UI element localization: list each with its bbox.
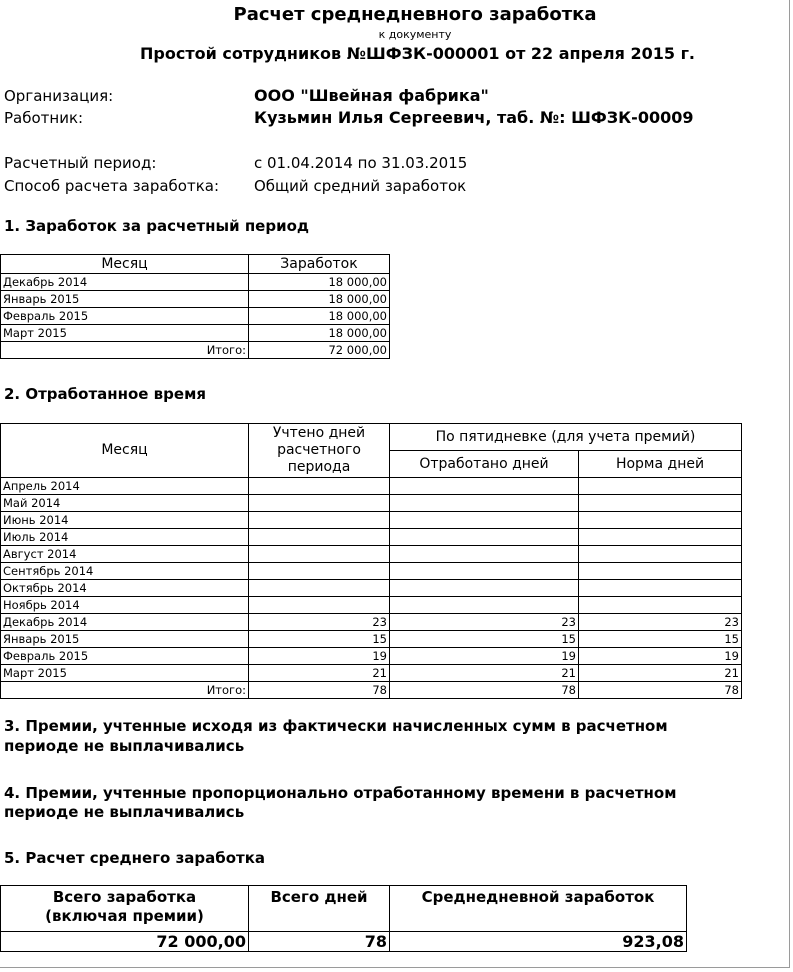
period-label: Расчетный период:: [4, 154, 157, 172]
method-value: Общий средний заработок: [254, 177, 467, 195]
average-col-total-earn-line1: Всего заработка: [52, 888, 197, 906]
worktime-days: 21: [249, 665, 390, 682]
table-row: [1, 325, 390, 342]
table-row: [1, 291, 390, 308]
earnings-value: 18 000,00: [249, 291, 390, 308]
worktime-days: [249, 495, 390, 512]
worktime-norm: [579, 512, 742, 529]
average-col-total-earn-line2: (включая премии): [45, 907, 204, 925]
average-col-total-days: Всего дней: [249, 886, 390, 932]
total-row: [1, 682, 742, 699]
worktime-worked: [390, 478, 579, 495]
worktime-norm: [579, 597, 742, 614]
worktime-norm: [579, 529, 742, 546]
employee-value: Кузьмин Илья Сергеевич, таб. №: ШФЗК-00009: [254, 108, 694, 127]
table-row: [1, 495, 742, 512]
worktime-worked: 19: [390, 648, 579, 665]
section3-line1: 3. Премии, учтенные исходя из фактически начисленных сумм в расчетном: [4, 717, 668, 735]
worktime-worked: 15: [390, 631, 579, 648]
earnings-table: [0, 254, 390, 359]
worktime-worked: 21: [390, 665, 579, 682]
average-total-days: 78: [249, 932, 390, 952]
earnings-col-month: Месяц: [1, 255, 249, 274]
period-value: с 01.04.2014 по 31.03.2015: [254, 154, 468, 172]
table-row: [1, 648, 742, 665]
org-value: ООО "Швейная фабрика": [254, 86, 489, 105]
worktime-month: Июль 2014: [1, 529, 249, 546]
worktime-worked: [390, 495, 579, 512]
average-value: 923,08: [390, 932, 687, 952]
worktime-month: Октябрь 2014: [1, 580, 249, 597]
worktime-norm: [579, 495, 742, 512]
section4-line2: периоде не выплачивались: [4, 803, 245, 821]
worktime-worked: [390, 512, 579, 529]
worktime-days: 15: [249, 631, 390, 648]
table-row: [1, 665, 742, 682]
earnings-value: 18 000,00: [249, 325, 390, 342]
employee-label: Работник:: [4, 109, 84, 127]
worktime-month: Март 2015: [1, 665, 249, 682]
worktime-month: Февраль 2015: [1, 648, 249, 665]
table-row: [1, 631, 742, 648]
worktime-norm: 21: [579, 665, 742, 682]
section5-title: 5. Расчет среднего заработка: [4, 849, 266, 867]
worktime-worked: [390, 563, 579, 580]
worktime-month: Апрель 2014: [1, 478, 249, 495]
table-row: [1, 597, 742, 614]
section1-title: 1. Заработок за расчетный период: [4, 217, 310, 235]
worktime-days: [249, 580, 390, 597]
worktime-worked: [390, 580, 579, 597]
table-row: [1, 478, 742, 495]
worktime-col-month: Месяц: [1, 424, 249, 478]
org-label: Организация:: [4, 87, 114, 105]
worktime-norm: 15: [579, 631, 742, 648]
earnings-value: 18 000,00: [249, 274, 390, 291]
worktime-norm: 19: [579, 648, 742, 665]
worktime-total-days: 78: [249, 682, 390, 699]
worktime-month: Август 2014: [1, 546, 249, 563]
table-row: [1, 563, 742, 580]
average-table: [0, 885, 687, 952]
worktime-col-norm: Норма дней: [579, 451, 742, 478]
worktime-month: Сентябрь 2014: [1, 563, 249, 580]
worktime-table: [0, 423, 742, 699]
earnings-month: Январь 2015: [1, 291, 249, 308]
table-row: [1, 580, 742, 597]
report-title: Расчет среднедневного заработка: [233, 4, 597, 25]
worktime-days: [249, 478, 390, 495]
worktime-days: 19: [249, 648, 390, 665]
earnings-value: 18 000,00: [249, 308, 390, 325]
section4-line1: 4. Премии, учтенные пропорционально отработанному времени в расчетном: [4, 784, 677, 802]
worktime-col-worked: Отработано дней: [390, 451, 579, 478]
worktime-month: Декабрь 2014: [1, 614, 249, 631]
worktime-worked: [390, 546, 579, 563]
worktime-days: [249, 546, 390, 563]
method-label: Способ расчета заработка:: [4, 177, 220, 195]
report-subtitle: к документу: [378, 28, 452, 41]
worktime-worked: [390, 529, 579, 546]
worktime-norm: [579, 546, 742, 563]
worktime-month: Май 2014: [1, 495, 249, 512]
worktime-col-group: По пятидневке (для учета премий): [390, 424, 742, 451]
worktime-days: [249, 597, 390, 614]
worktime-worked: 23: [390, 614, 579, 631]
earnings-total-label: Итого:: [1, 342, 249, 359]
section2-title: 2. Отработанное время: [4, 385, 206, 403]
worktime-col-days: Учтено дней расчетного периода: [249, 424, 390, 478]
table-row: [1, 614, 742, 631]
average-total-earn: 72 000,00: [1, 932, 249, 952]
worktime-month: Ноябрь 2014: [1, 597, 249, 614]
worktime-month: Июнь 2014: [1, 512, 249, 529]
section3-line2: периоде не выплачивались: [4, 737, 245, 755]
worktime-days: 23: [249, 614, 390, 631]
earnings-month: Декабрь 2014: [1, 274, 249, 291]
table-row: [1, 308, 390, 325]
average-col-total-earn: [1, 886, 249, 932]
table-row: [1, 529, 742, 546]
earnings-total-value: 72 000,00: [249, 342, 390, 359]
worktime-days: [249, 529, 390, 546]
table-row: [1, 546, 742, 563]
total-row: [1, 342, 390, 359]
average-col-avg: Среднедневной заработок: [390, 886, 687, 932]
worktime-norm: [579, 563, 742, 580]
table-row: [1, 512, 742, 529]
worktime-worked: [390, 597, 579, 614]
worktime-total-norm: 78: [579, 682, 742, 699]
document-reference: Простой сотрудников №ШФЗК-000001 от 22 апреля 2015 г.: [140, 44, 695, 63]
worktime-total-worked: 78: [390, 682, 579, 699]
worktime-days: [249, 512, 390, 529]
worktime-days: [249, 563, 390, 580]
worktime-norm: [579, 580, 742, 597]
earnings-col-earn: Заработок: [249, 255, 390, 274]
worktime-month: Январь 2015: [1, 631, 249, 648]
earnings-month: Март 2015: [1, 325, 249, 342]
earnings-month: Февраль 2015: [1, 308, 249, 325]
worktime-total-label: Итого:: [1, 682, 249, 699]
worktime-norm: [579, 478, 742, 495]
table-row: [1, 274, 390, 291]
worktime-norm: 23: [579, 614, 742, 631]
